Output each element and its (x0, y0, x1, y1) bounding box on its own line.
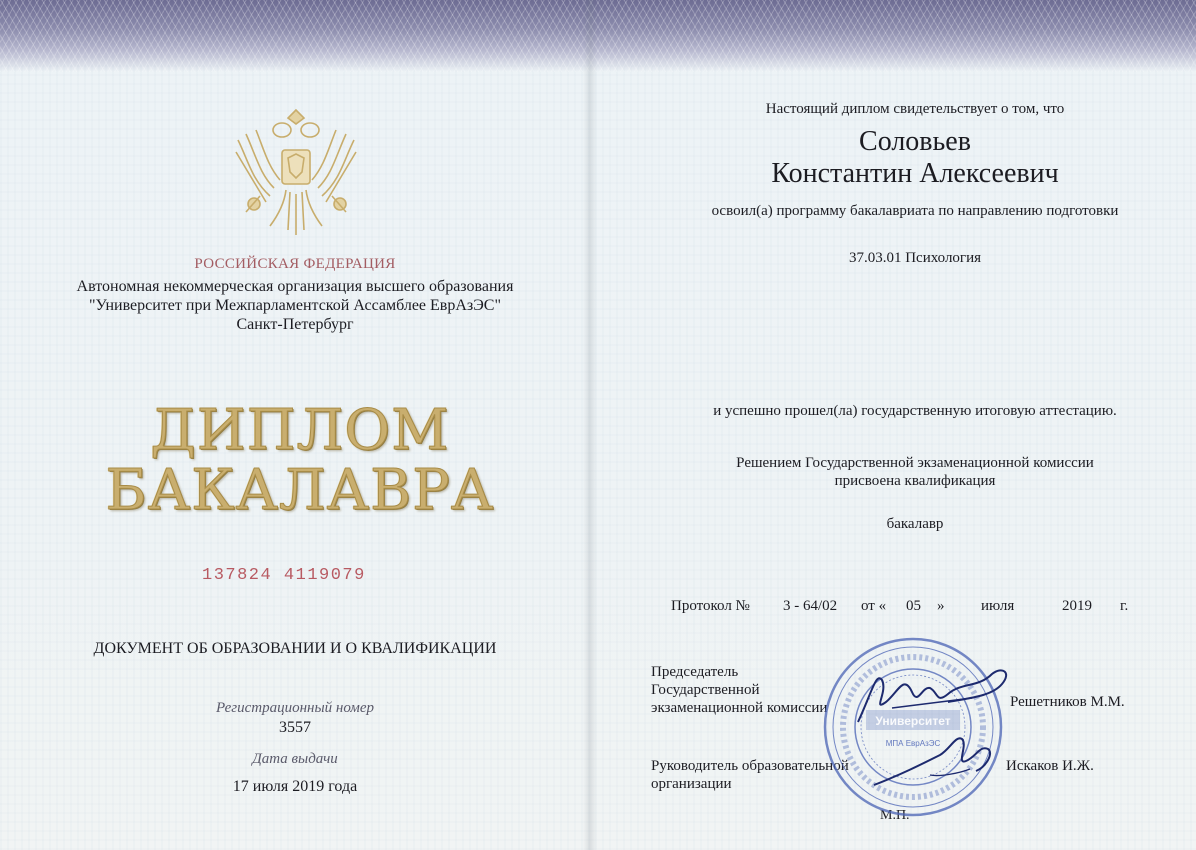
registration-number: 3557 (279, 719, 311, 736)
program-line: освоил(а) программу бакалавриата по направлению подготовки (711, 203, 1119, 219)
registration-label: Регистрационный номер (215, 700, 374, 716)
program-name: 37.03.01 Психология (848, 250, 982, 266)
federation-label: РОССИЙСКАЯ ФЕДЕРАЦИЯ (194, 256, 396, 272)
chair-title-line-1: Председатель (651, 664, 739, 680)
protocol-year: 2019 (1062, 598, 1092, 614)
document-type: ДОКУМЕНТ ОБ ОБРАЗОВАНИИ И О КВАЛИФИКАЦИИ (93, 640, 497, 657)
seal-place-label: М.П. (880, 808, 910, 823)
issue-date: 17 июля 2019 года (232, 778, 358, 795)
organization-line-2: "Университет при Межпарламентской Ассамблее ЕврАзЭС" (88, 297, 501, 314)
head-name: Искаков И.Ж. (1006, 758, 1094, 774)
protocol-number: 3 - 64/02 (783, 598, 838, 614)
center-fold (583, 0, 597, 850)
decision-line-2: присвоена квалификация (834, 473, 996, 489)
qualification: бакалавр (886, 516, 944, 532)
diploma-title-line-1: ДИПЛОМ (150, 398, 450, 463)
protocol-label: Протокол № (671, 598, 750, 614)
head-title-line-2: организации (651, 776, 732, 792)
graduate-given-names: Константин Алексеевич (771, 158, 1059, 189)
attestation-line: и успешно прошел(ла) государственную итоговую аттестацию. (713, 403, 1117, 419)
intro-text: Настоящий диплом свидетельствует о том, что (765, 101, 1065, 117)
graduate-surname: Соловьев (859, 126, 971, 157)
organization-line-1: Автономная некоммерческая организация высшего образования (76, 278, 514, 295)
chair-name: Решетников М.М. (1010, 694, 1125, 710)
decision-line-1: Решением Государственной экзаменационной комиссии (736, 455, 1094, 471)
stamp-text: Университет (875, 714, 951, 728)
protocol-month: июля (981, 598, 1015, 614)
protocol-from: от « (861, 598, 887, 614)
organization-city: Санкт-Петербург (236, 316, 354, 333)
protocol-day: 05 (906, 598, 921, 614)
serial-number: 137824 4119079 (202, 566, 366, 585)
chair-title-line-2: Государственной (651, 682, 760, 698)
chair-title-line-3: экзаменационной комиссии (651, 700, 828, 716)
protocol-close-quote: » (937, 598, 945, 614)
head-title-line-1: Руководитель образовательной (651, 758, 849, 774)
protocol-year-suffix: г. (1120, 598, 1129, 614)
head-signature (870, 725, 1000, 795)
top-guilloche-border (0, 0, 1196, 72)
diploma-title-line-2: БАКАЛАВРА (105, 458, 495, 523)
stamp-subtext: МПА ЕврАзЭС (885, 739, 941, 748)
issue-date-label: Дата выдачи (252, 751, 338, 767)
chair-signature (852, 652, 1022, 732)
coat-of-arms-icon (226, 100, 366, 245)
